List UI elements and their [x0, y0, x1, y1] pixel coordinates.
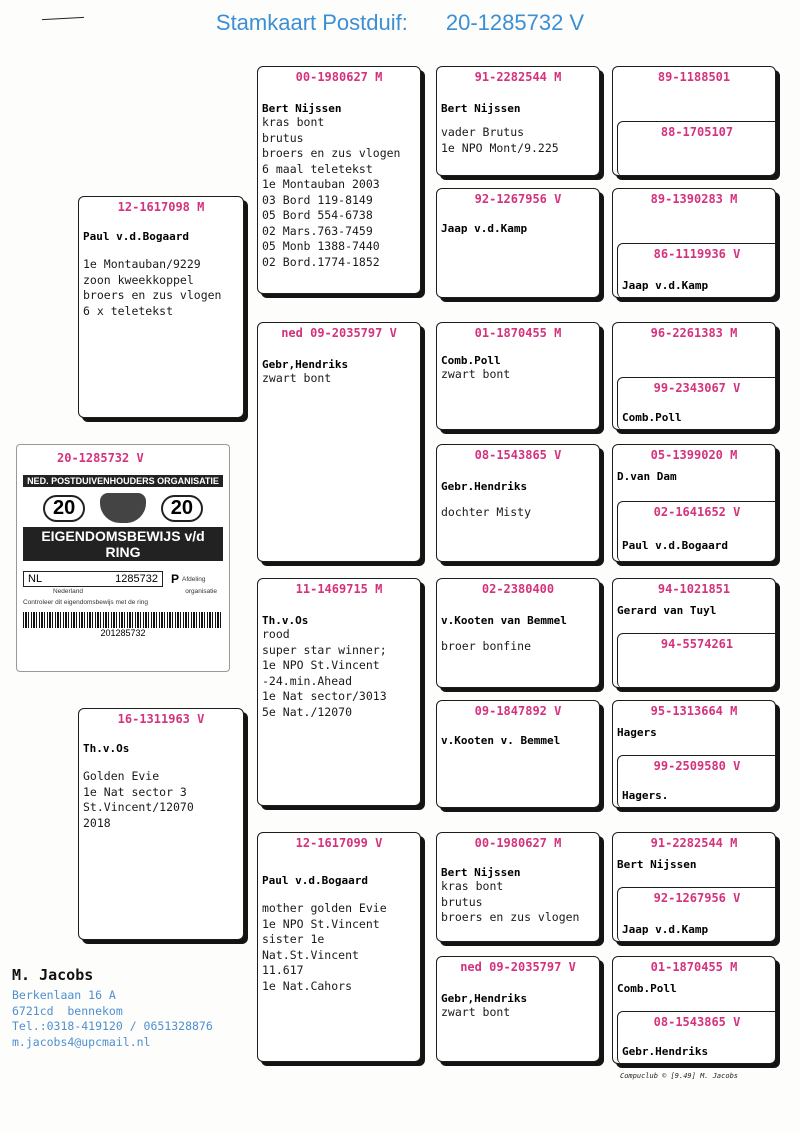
gen2-owner: Paul v.d.Bogaard	[262, 874, 368, 887]
gen4-bottom-card	[617, 121, 776, 176]
p-text: Afdeling	[182, 575, 206, 583]
dam-ring: 16-1311963 V	[117, 712, 205, 726]
gen2-card	[257, 578, 421, 806]
title-ring: 20-1285732 V	[445, 10, 585, 35]
gen4-bottom-owner: Comb.Poll	[622, 411, 682, 424]
gen2-ring: ned 09-2035797 V	[281, 326, 397, 340]
gen2-notes: rood super star winner; 1e NPO St.Vincent -24.min.Ahead 1e Nat sector/3013 5e Nat./12070	[262, 627, 387, 719]
gen3-owner: Jaap v.d.Kamp	[441, 222, 528, 235]
certificate-image	[23, 475, 223, 641]
gen4-top-ring: 01-1870455 M	[650, 960, 738, 974]
gen4-top-ring: 91-2282544 M	[650, 836, 738, 850]
gen3-ring: 08-1543865 V	[474, 448, 562, 462]
gen3-card	[436, 66, 600, 176]
page-title	[0, 10, 800, 36]
gen4-bottom-ring: 99-2343067 V	[653, 381, 741, 395]
gen4-bottom-card	[617, 1011, 776, 1064]
p-text2: organisatie	[185, 588, 217, 595]
gen4-bottom-card	[617, 887, 776, 942]
gen3-card	[436, 444, 600, 562]
gen2-owner: Bert Nijssen	[262, 102, 342, 115]
gen2-card	[257, 66, 421, 294]
country-label: Nederland	[53, 588, 83, 595]
certificate-title: EIGENDOMSBEWIJS v/d RING	[23, 527, 223, 561]
gen4-bottom-ring: 08-1543865 V	[653, 1015, 741, 1029]
gen4-top-ring: 89-1390283 M	[650, 192, 738, 206]
gen4-top-owner: Hagers	[617, 726, 657, 739]
gen3-card	[436, 700, 600, 808]
gen4-pair	[612, 322, 776, 430]
gen3-ring: 00-1980627 M	[474, 836, 562, 850]
gen3-ring: ned 09-2035797 V	[460, 960, 576, 974]
gen4-bottom-ring: 86-1119936 V	[653, 247, 741, 261]
gen3-notes: dochter Misty	[441, 505, 532, 519]
gen3-owner: v.Kooten v. Bemmel	[441, 734, 561, 747]
gen4-bottom-owner: Jaap v.d.Kamp	[622, 923, 709, 936]
gen4-top-owner: Gerard van Tuyl	[617, 604, 717, 617]
dam-owner: Th.v.Os	[83, 742, 130, 755]
barcode-number: 201285732	[100, 628, 146, 638]
gen3-owner: Bert Nijssen	[441, 866, 521, 879]
year-left: 20	[43, 495, 85, 522]
footer-credit: Compuclub © [9.49] M. Jacobs	[620, 1072, 739, 1080]
gen3-card	[436, 578, 600, 688]
gen3-ring: 92-1267956 V	[474, 192, 562, 206]
gen4-bottom-ring: 94-5574261	[660, 637, 734, 651]
barcode	[23, 612, 223, 628]
year-right: 20	[161, 495, 203, 522]
sire-owner: Paul v.d.Bogaard	[83, 230, 189, 243]
org-name: NED. POSTDUIVENHOUDERS ORGANISATIE	[23, 475, 223, 487]
gen3-notes: vader Brutus 1e NPO Mont/9.225	[441, 125, 559, 155]
gen3-card	[436, 956, 600, 1062]
gen2-owner: Th.v.Os	[262, 614, 309, 627]
gen3-notes: broer bonfine	[441, 639, 532, 653]
gen2-notes: mother golden Evie 1e NPO St.Vincent sister 1e Nat.St.Vincent 11.617 1e Nat.Cahors	[262, 901, 387, 993]
gen4-pair	[612, 66, 776, 176]
ring-certificate	[16, 444, 230, 672]
sire-card	[78, 196, 244, 418]
gen3-card	[436, 322, 600, 430]
gen3-notes: kras bont brutus broers en zus vlogen	[441, 879, 580, 924]
breeder-address: Berkenlaan 16 A 6721cd bennekom Tel.:0318-419120 / 0651328876 m.jacobs4@upcmail.nl	[12, 988, 213, 1049]
gen4-pair	[612, 188, 776, 298]
gen4-top-owner: Bert Nijssen	[617, 858, 697, 871]
gen4-top-ring: 94-1021851	[657, 582, 731, 596]
gen4-bottom-card	[617, 633, 776, 688]
controle-text: Controleer dit eigendomsbewijs met de ring	[23, 599, 149, 606]
gen3-notes: zwart bont	[441, 367, 511, 381]
gen4-bottom-ring: 92-1267956 V	[653, 891, 741, 905]
gen3-owner: Gebr,Hendriks	[441, 992, 528, 1005]
gen3-ring: 91-2282544 M	[474, 70, 562, 84]
dam-card	[78, 708, 244, 940]
gen3-notes: zwart bont	[441, 1005, 511, 1019]
gen4-bottom-card	[617, 377, 776, 430]
gen3-owner: Comb.Poll	[441, 354, 501, 367]
ring-number: 1285732	[115, 573, 158, 585]
gen4-bottom-owner: Gebr.Hendriks	[622, 1045, 709, 1058]
sire-ring: 12-1617098 M	[117, 200, 205, 214]
gen4-bottom-ring: 99-2509580 V	[653, 759, 741, 773]
gen2-ring: 11-1469715 M	[295, 582, 383, 596]
gen4-pair	[612, 832, 776, 942]
ring-number-box	[23, 571, 163, 587]
gen4-top-ring: 95-1313664 M	[650, 704, 738, 718]
title-label: Stamkaart Postduif:	[215, 10, 408, 35]
gen4-bottom-card	[617, 501, 776, 562]
country-code: NL	[28, 573, 43, 585]
gen4-top-ring: 05-1399020 M	[650, 448, 738, 462]
gen4-top-owner: Comb.Poll	[617, 982, 677, 995]
gen4-bottom-owner: Hagers.	[622, 789, 669, 802]
gen4-bottom-ring: 02-1641652 V	[653, 505, 741, 519]
gen2-notes: kras bont brutus broers en zus vlogen 6 maal teletekst 1e Montauban 2003 03 Bord 119-8149 05 Bord 554-6738 02 Mars.763-7459 05 Monb 1388-7440 02 Bord.1774-1852	[262, 115, 401, 269]
gen4-pair	[612, 700, 776, 808]
gen3-ring: 02-2380400	[481, 582, 555, 596]
gen4-bottom-ring: 88-1705107	[660, 125, 734, 139]
gen2-card	[257, 322, 421, 562]
gen4-bottom-owner: Paul v.d.Bogaard	[622, 539, 728, 552]
gen4-top-ring: 96-2261383 M	[650, 326, 738, 340]
gen3-owner: Bert Nijssen	[441, 102, 521, 115]
gen2-ring: 12-1617099 V	[295, 836, 383, 850]
gen2-owner: Gebr,Hendriks	[262, 358, 349, 371]
sire-notes: 1e Montauban/9229 zoon kweekkoppel broers en zus vlogen 6 x teletekst	[83, 257, 222, 318]
gen3-owner: Gebr.Hendriks	[441, 480, 528, 493]
gen3-owner: v.Kooten van Bemmel	[441, 614, 567, 627]
gen4-pair	[612, 956, 776, 1064]
dam-notes: Golden Evie 1e Nat sector 3 St.Vincent/12070 2018	[83, 769, 194, 830]
p-mark: P	[171, 572, 180, 586]
gen4-top-owner: D.van Dam	[617, 470, 677, 483]
gen4-bottom-owner: Jaap v.d.Kamp	[622, 279, 709, 292]
gen2-ring: 00-1980627 M	[295, 70, 383, 84]
gen3-ring: 09-1847892 V	[474, 704, 562, 718]
subject-ring: 20-1285732 V	[57, 451, 144, 465]
gen4-top-ring: 89-1188501	[657, 70, 731, 84]
gen2-card	[257, 832, 421, 1062]
gen4-bottom-card	[617, 755, 776, 808]
gen4-pair	[612, 444, 776, 562]
gen3-card	[436, 188, 600, 298]
gen4-bottom-card	[617, 243, 776, 298]
gen3-ring: 01-1870455 M	[474, 326, 562, 340]
gen3-card	[436, 832, 600, 942]
breeder-name: M. Jacobs	[12, 966, 94, 984]
crest-icon	[100, 493, 146, 523]
gen2-notes: zwart bont	[262, 371, 332, 385]
gen4-pair	[612, 578, 776, 688]
